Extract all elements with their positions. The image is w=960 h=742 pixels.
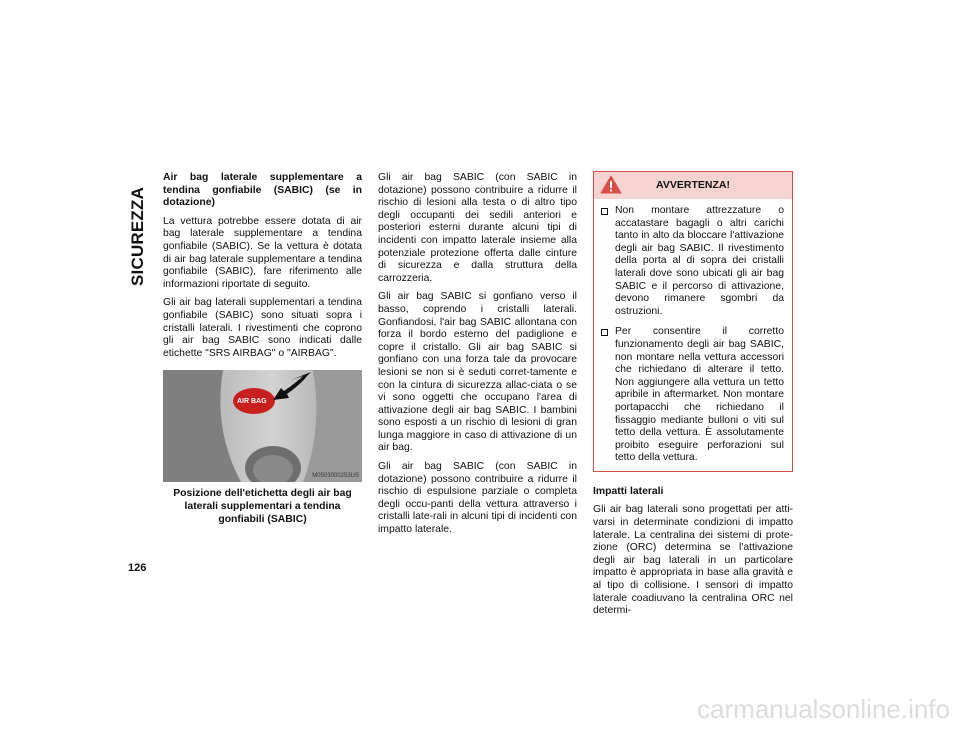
paragraph: Gli air bag SABIC (con SABIC in dotazione) possono contribuire a ridurre il rischio di lesioni alla testa o di altro tipo degli occupanti dei sedili anteriori e posteriori esterni durante alcuni tipi di incidenti con impatto laterale insieme alla potenziale protezione offerta dalle cinture di sicurezza e dalla struttura della carrozzeria. xyxy=(378,172,577,284)
warning-triangle-icon xyxy=(600,175,622,205)
figure-code: M0503000253US xyxy=(312,473,359,480)
warning-body xyxy=(594,199,792,471)
airbag-label-figure xyxy=(163,370,362,482)
section-heading-sabic: Air bag laterale supplementare a tendina gonfiabile (SABIC) (se in dotazione) xyxy=(163,172,362,209)
page-number: 126 xyxy=(128,562,147,574)
section-title-text: SICUREZZA xyxy=(128,186,147,286)
section-title xyxy=(128,172,152,292)
warning-header xyxy=(594,172,792,199)
paragraph: Gli air bag laterali supplementari a tendina gonfiabile (SABIC) sono situati sopra i cristalli laterali. I rivestimenti che coprono gli air bag SABIC sono indicati dalle etichette "SRS AIRBAG" o "AIRBAG". xyxy=(163,297,362,359)
airbag-label-text: AIR BAG xyxy=(237,398,267,406)
warning-item xyxy=(599,205,784,318)
warning-title: AVVERTENZA! xyxy=(656,179,730,191)
warning-box xyxy=(593,171,793,472)
paragraph: La vettura potrebbe essere dotata di air bag laterale supplementare a tendina gonfiabile (SABIC). Se la vettura è dotata di air bag laterale supplementare a tendina gonfiabile (SABIC), fare riferimento alle informazioni riportate di seguito. xyxy=(163,215,362,290)
figure-caption: Posizione dell'etichetta degli air bag laterali supplementari a tendina gonfiabili (SABIC) xyxy=(173,488,352,525)
square-bullet-icon xyxy=(601,329,608,336)
paragraph: Gli air bag SABIC (con SABIC in dotazione) possono contribuire a ridurre il rischio di espulsione parziale o completa degli occu-panti della vettura attraverso i cristalli late-rali in alcuni tipi di incidenti con impatto laterale. xyxy=(378,461,577,536)
warning-item-text: Non montare attrezzature o accatastare bagagli o altri carichi tanto in alto da bloccare l'attivazione degli air bag SABIC. Il rivestimento della porta al di sopra dei cristalli laterali dove sono ubicati gli air bag SABIC e il percorso di attivazione, devono rimanere sgombri da ostruzioni. xyxy=(615,205,784,317)
watermark: carmanualsonline.info xyxy=(697,694,950,724)
column-right xyxy=(593,171,793,624)
warning-item xyxy=(599,326,784,465)
warning-item-text: Per consentire il corretto funzionamento degli air bag SABIC, non montare nella vettura accessori che richiedano di alterare il tetto. Non aggiungere alla vettura un tetto apribile in aftermarket. Non montare portapacchi che richiedano il fissaggio mediante bulloni o viti sul tetto della vettura. È assolutamente proibito eseguire perforazioni sul tetto della vettura. xyxy=(615,326,784,464)
airbag-figure-illustration xyxy=(163,370,362,482)
paragraph: Gli air bag SABIC si gonfiano verso il basso, coprendo i cristalli laterali. Gonfiandosi, l'air bag SABIC allontana con forza il bordo esterno del padiglione e copre il cristallo. Gli air bag SABIC si gonfiano con una forza tale da provocare lesioni se non si è seduti corret-tamente e con la cintura di sicurezza allac-ciata o se vi sono oggetti che occupano l'area di attivazione degli air bag SABIC. I bambini sono esposti a un rischio di lesioni di gran lunga maggiore in caso di attivazione di un air bag. xyxy=(378,291,577,454)
section-heading-side-impacts: Impatti laterali xyxy=(593,485,664,497)
column-left xyxy=(163,172,362,526)
square-bullet-icon xyxy=(601,208,608,215)
column-middle xyxy=(378,172,577,543)
paragraph: Gli air bag laterali sono progettati per atti-varsi in determinate condizioni di impatto laterale. La centralina dei sistemi di prote-zione (ORC) determina se l'attivazione degli air bag laterali in un particolare impatto è appropriata in base alla gravità e al tipo di collisione. I sensori di impatto laterale coadiuvano la centralina ORC nel determi- xyxy=(593,504,793,617)
